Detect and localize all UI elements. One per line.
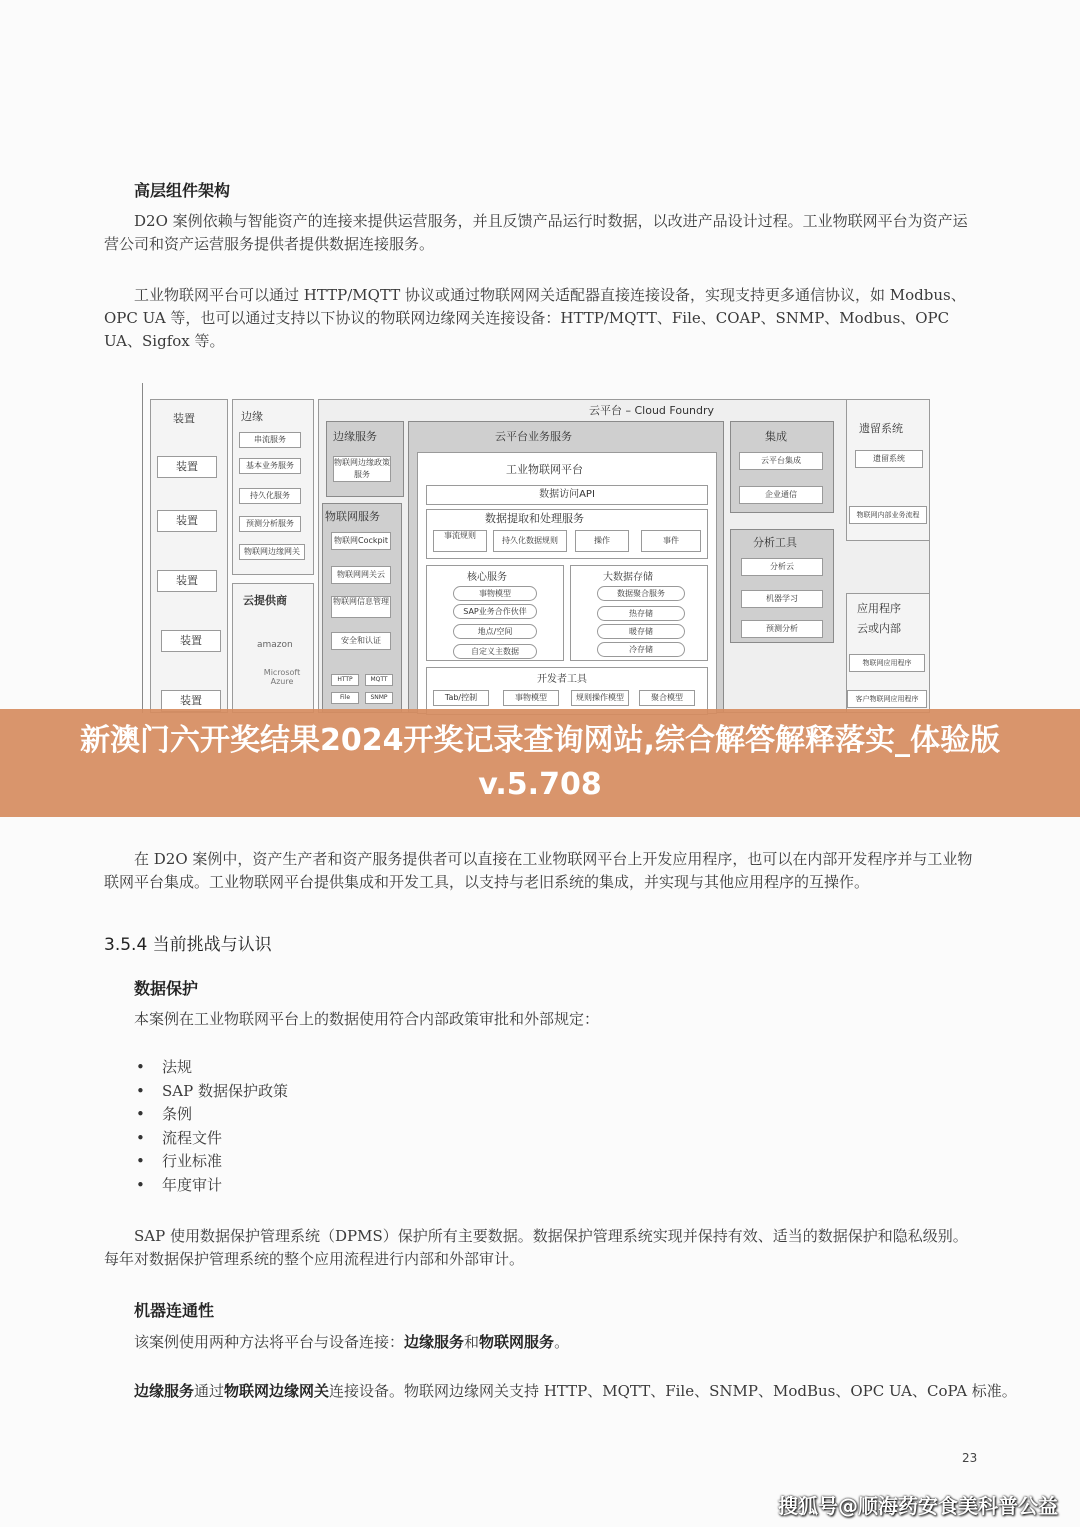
list-item: • SAP 数据保护政策	[132, 1080, 288, 1104]
processing-item: 持久化数据规则	[493, 530, 567, 552]
analytics-box	[730, 529, 834, 643]
edge-service-box	[326, 421, 404, 497]
integration-item: 云平台集成	[739, 452, 823, 470]
platform-service-box	[408, 421, 724, 713]
paragraph-dpms: SAP 使用数据保护管理系统（DPMS）保护所有主要数据。数据保护管理系统实现并保持有效、适当的数据保护和隐私级别。每年对数据保护管理系统的整个应用流程进行内部和外部审计。	[104, 1227, 968, 1268]
iot-service-box	[322, 503, 402, 713]
device-box: 装置	[161, 690, 221, 712]
azure-logo: Microsoft Azure	[263, 668, 301, 686]
heading-high-level: 高层组件架构	[134, 181, 231, 200]
paragraph-intro: D2O 案例依赖与智能资产的连接来提供运营服务，并且反馈产品运行时数据，以改进产品设计过程。工业物联网平台为资产运营公司和资产运营服务提供者提供数据连接服务。	[104, 212, 968, 253]
text-run: 连接设备。物联网边缘网关支持 HTTP、MQTT、File、SNMP、ModBus、OPC UA、CoPA 标准。	[329, 1382, 1017, 1400]
list-item: • 法规	[132, 1056, 288, 1080]
bigdata-box	[570, 565, 708, 661]
paragraph-edge	[134, 1380, 1017, 1403]
devtools-item: 事物模型	[503, 690, 559, 706]
edge-service-item: 物联网边缘政策服务	[333, 456, 391, 482]
heading-data-protection: 数据保护	[134, 979, 199, 998]
processing-item: 事件	[641, 530, 701, 552]
list-item: • 年度审计	[132, 1174, 288, 1198]
text-run: 。	[554, 1333, 570, 1351]
data-protection-list	[132, 1056, 288, 1198]
protocol-box: MQTT	[365, 674, 393, 686]
apps-item: 客户物联网应用程序	[847, 690, 927, 708]
devices-title: 装置	[173, 412, 195, 425]
device-box: 装置	[157, 456, 217, 478]
section-3-5-4: 3.5.4 当前挑战与认识	[104, 935, 272, 955]
bold-term: 边缘服务	[404, 1333, 465, 1351]
core-title: 核心服务	[467, 572, 507, 583]
devtools-item: Tab/控制	[433, 690, 489, 706]
apps-subtitle: 云或内部	[857, 622, 901, 635]
page-number: 23	[962, 1451, 978, 1465]
bigdata-item: 数据聚合服务	[597, 586, 685, 601]
devtools-box	[426, 667, 708, 715]
bigdata-item: 热存储	[597, 606, 685, 621]
bold-term: 物联网服务	[479, 1333, 555, 1351]
iot-service-item: 安全和认证	[331, 632, 391, 650]
iot-service-title: 物联网服务	[325, 510, 380, 523]
banner-title: 新澳门六开奖结果2024开奖记录查询网站,综合解答解释落实_体验版v.5.708	[80, 723, 1000, 802]
text-run: 和	[464, 1333, 480, 1351]
apps-box	[846, 593, 930, 713]
analytics-item: 预测分析	[741, 620, 823, 638]
cloud-foundry-title: 云平台 – Cloud Foundry	[589, 404, 715, 417]
devtools-item: 聚合模型	[639, 690, 695, 706]
cloud-provider-box	[232, 583, 314, 713]
core-item: 地点/空间	[453, 624, 537, 639]
iot-service-item: 物联网Cockpit	[331, 532, 391, 550]
bigdata-item: 暖存储	[597, 624, 685, 639]
edge-service-title: 边缘服务	[333, 430, 377, 443]
edge-item: 串流服务	[239, 432, 301, 448]
integration-box	[730, 421, 834, 513]
device-box: 装置	[157, 510, 217, 532]
core-item: 事物模型	[453, 586, 537, 601]
apps-title: 应用程序	[857, 602, 901, 615]
legacy-title: 遗留系统	[859, 422, 903, 435]
iiot-title: 工业物联网平台	[506, 463, 583, 476]
protocol-box: HTTP	[331, 674, 359, 686]
data-protection-intro: 本案例在工业物联网平台上的数据使用符合内部政策审批和外部规定：	[134, 1010, 600, 1028]
legacy-item: 物联网内部业务流程	[849, 506, 927, 524]
integration-item: 企业通信	[739, 486, 823, 504]
bigdata-item: 冷存储	[597, 642, 685, 657]
text-run: 该案例使用两种方法将平台与设备连接：	[134, 1333, 405, 1351]
heading-connectivity: 机器连通性	[134, 1301, 215, 1320]
watermark: 搜狐号@顺海药安食美科普公益	[778, 1494, 1058, 1518]
processing-item: 事流规则	[433, 530, 487, 552]
title-banner	[0, 709, 1080, 817]
edge-column	[232, 399, 314, 575]
device-box: 装置	[157, 570, 217, 592]
aws-logo: amazon	[257, 640, 293, 650]
devices-column	[150, 399, 228, 713]
legacy-item: 遗留系统	[855, 450, 923, 468]
edge-item: 持久化服务	[239, 488, 301, 504]
text-run: 通过	[194, 1382, 225, 1400]
core-item: 自定义主数据	[453, 644, 537, 659]
bold-term: 物联网边缘网关	[224, 1382, 330, 1400]
processing-box	[426, 509, 708, 559]
edge-item: 物联网边缘网关	[239, 544, 305, 560]
processing-title: 数据提取和处理服务	[485, 512, 584, 525]
architecture-diagram	[142, 383, 942, 713]
paragraph-protocols: 工业物联网平台可以通过 HTTP/MQTT 协议或通过物联网网关适配器直接连接设备，实现支持更多通信协议，如 Modbus、OPC UA 等，也可以通过支持以下协议的物联网边缘网关连接设备：HTTP/MQTT、File、COAP、SNMP、Modbus、OPC UA、Sigfox 等。	[104, 286, 966, 350]
list-item: • 流程文件	[132, 1127, 288, 1151]
legacy-box	[846, 399, 930, 541]
iiot-platform-box	[417, 452, 717, 714]
device-box: 装置	[161, 630, 221, 652]
apps-item: 物联网应用程序	[849, 654, 925, 672]
paragraph-d2o: 在 D2O 案例中，资产生产者和资产服务提供者可以直接在工业物联网平台上开发应用程序，也可以在内部开发程序并与工业物联网平台集成。工业物联网平台提供集成和开发工具，以支持与老旧系统的集成，并实现与其他应用程序的互操作。	[104, 850, 973, 891]
analytics-item: 分析云	[741, 558, 823, 576]
integration-title: 集成	[765, 430, 787, 443]
paragraph-connectivity	[134, 1331, 569, 1354]
core-item: SAP业务合作伙伴	[453, 604, 537, 619]
edge-title: 边缘	[241, 410, 263, 423]
platform-service-title: 云平台业务服务	[495, 430, 572, 443]
iot-service-item: 物联网信息管理	[331, 596, 391, 618]
cloud-provider-title: 云提供商	[243, 594, 287, 607]
edge-item: 预测分析服务	[239, 516, 301, 532]
analytics-item: 机器学习	[741, 590, 823, 608]
devtools-title: 开发者工具	[537, 674, 587, 685]
analytics-title: 分析工具	[753, 536, 797, 549]
processing-item: 操作	[575, 530, 629, 552]
protocol-box: SNMP	[365, 692, 393, 704]
list-item: • 条例	[132, 1103, 288, 1127]
bold-term: 边缘服务	[134, 1382, 195, 1400]
devtools-item: 规则操作模型	[571, 690, 629, 706]
protocol-box: File	[331, 692, 359, 704]
edge-item: 基本业务服务	[239, 458, 301, 474]
iot-service-item: 物联网网关云	[331, 566, 391, 584]
bigdata-title: 大数据存储	[603, 572, 653, 583]
list-item: • 行业标准	[132, 1150, 288, 1174]
core-box	[426, 565, 564, 661]
api-box: 数据访问API	[426, 485, 708, 505]
